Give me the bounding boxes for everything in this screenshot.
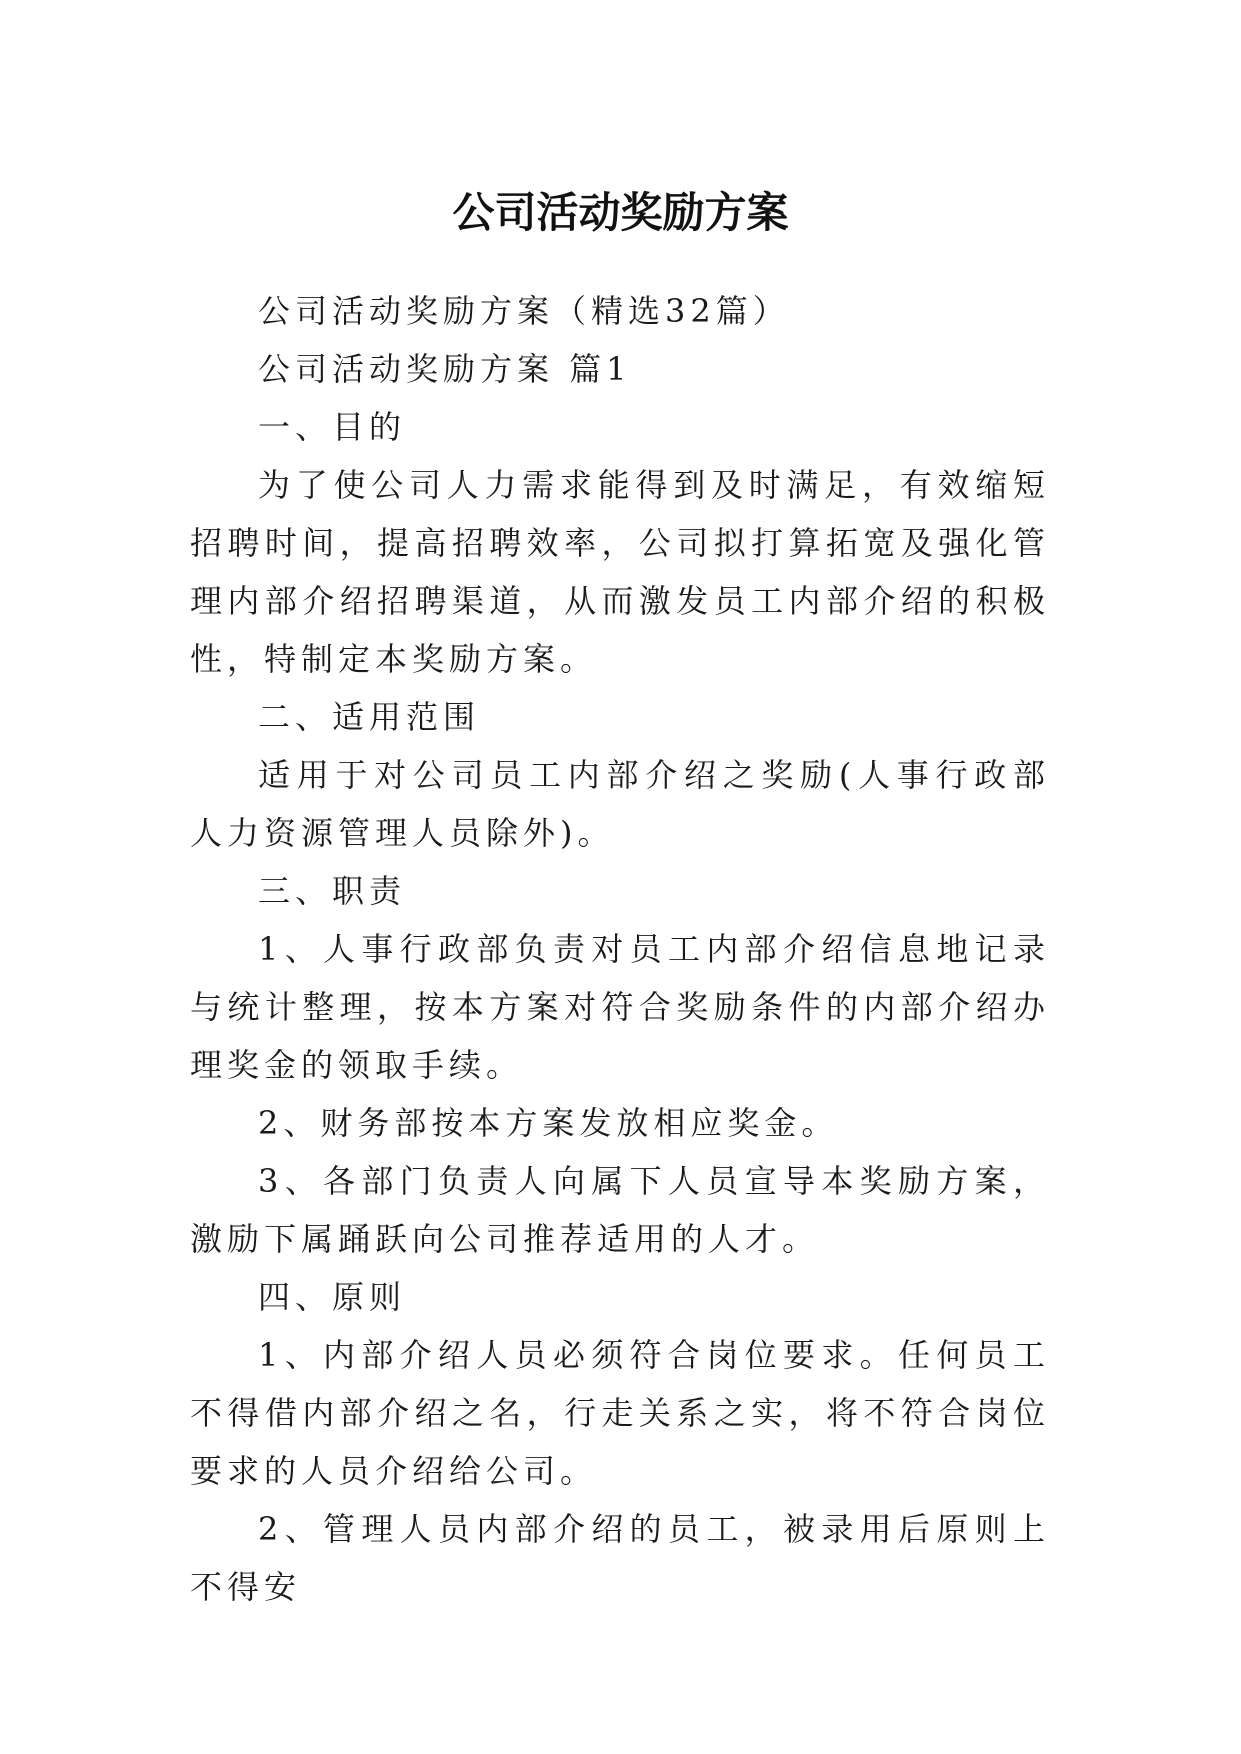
heading-purpose: 一、目的 <box>258 408 407 446</box>
paragraph-responsibility-1: 1、人事行政部负责对员工内部介绍信息地记录与统计整理，按本方案对符合奖励条件的内部介绍办理奖金的领取手续。 <box>190 930 1050 1084</box>
document-body <box>190 282 1050 1616</box>
document-title: 公司活动奖励方案 <box>452 188 789 238</box>
paragraph-responsibility-3: 3、各部门负责人向属下人员宣导本奖励方案，激励下属踊跃向公司推荐适用的人才。 <box>190 1162 1050 1258</box>
paragraph-principle-1: 1、内部介绍人员必须符合岗位要求。任何员工不得借内部介绍之名，行走关系之实，将不符合岗位要求的人员介绍给公司。 <box>190 1336 1050 1490</box>
paragraph-purpose: 为了使公司人力需求能得到及时满足，有效缩短招聘时间，提高招聘效率，公司拟打算拓宽及强化管理内部介绍招聘渠道，从而激发员工内部介绍的积极性，特制定本奖励方案。 <box>190 466 1050 678</box>
heading-scope: 二、适用范围 <box>258 698 481 736</box>
paragraph-principle-2: 2、管理人员内部介绍的员工，被录用后原则上不得安 <box>190 1510 1050 1606</box>
section-heading-part-1: 公司活动奖励方案 篇1 <box>258 350 632 388</box>
heading-principles: 四、原则 <box>258 1278 407 1316</box>
subtitle-selection: 公司活动奖励方案（精选32篇） <box>258 292 790 330</box>
heading-responsibilities: 三、职责 <box>258 872 407 910</box>
paragraph-responsibility-2: 2、财务部按本方案发放相应奖金。 <box>258 1104 839 1142</box>
paragraph-scope: 适用于对公司员工内部介绍之奖励(人事行政部人力资源管理人员除外)。 <box>190 756 1050 852</box>
